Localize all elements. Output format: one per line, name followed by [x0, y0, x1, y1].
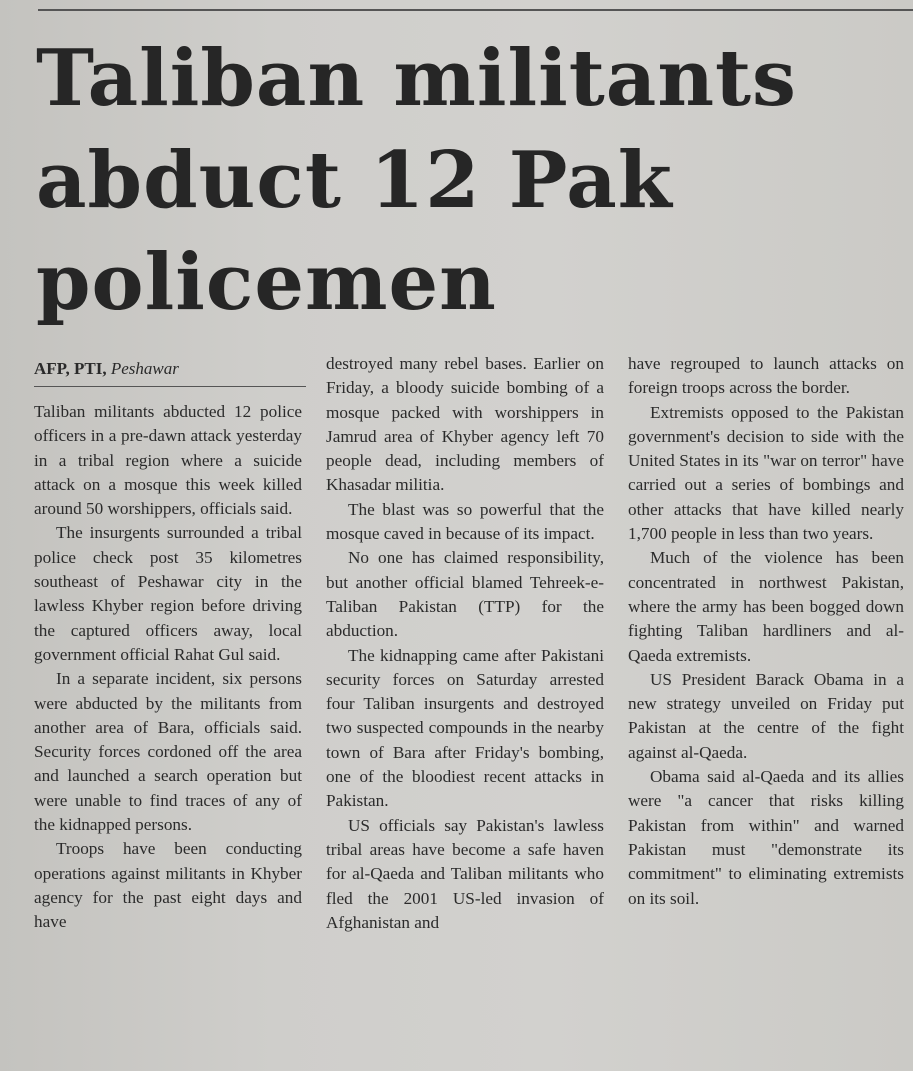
column-1 — [34, 400, 302, 935]
paragraph: In a separate incident, six persons were abducted by the militants from another area of Bara, officials said. Security forces cordoned off the area and launched a search operation but were unable to find traces of any of the kidnapped persons. — [34, 669, 302, 835]
paragraph: Extremists opposed to the Pakistan government's decision to side with the United States in its "war on terror" have carried out a series of bombings and other attacks that have killed nearly 1,700 people in less than two years. — [628, 402, 904, 544]
paragraph: Much of the violence has been concentrated in northwest Pakistan, where the army has been bogged down fighting Taliban hardliners and al-Qaeda extremists. — [628, 548, 904, 665]
byline-location: Peshawar — [110, 359, 179, 378]
paragraph: US President Barack Obama in a new strategy unveiled on Friday put Pakistan at the centre of the fight against al-Qaeda. — [628, 669, 904, 762]
paragraph: have regrouped to launch attacks on foreign troops across the border. — [628, 354, 904, 398]
column-2 — [326, 352, 604, 935]
paragraph: The blast was so powerful that the mosque caved in because of its impact. — [326, 499, 604, 544]
top-rule — [38, 9, 913, 11]
byline-agencies: AFP, PTI, — [34, 359, 107, 378]
byline — [34, 358, 306, 387]
headline-line-1: Taliban militants — [36, 33, 797, 124]
headline-line-2: abduct 12 Pak — [36, 135, 673, 226]
paragraph: Obama said al-Qaeda and its allies were "a cancer that risks killing Pakistan from within" and warned Pakistan must "demonstrate its commitment" to eliminating extremists on its soil. — [628, 767, 904, 908]
paragraph: No one has claimed responsibility, but another official blamed Tehreek-e-Taliban Pakistan (TTP) for the abduction. — [326, 548, 604, 641]
paragraph: The insurgents surrounded a tribal police check post 35 kilometres southeast of Peshawar city in the lawless Khyber region before driving the captured officers away, local government official Rahat Gul said. — [34, 523, 302, 664]
paragraph: The kidnapping came after Pakistani security forces on Saturday arrested four Taliban insurgents and destroyed two suspected compounds in the nearby town of Bara after Friday's bombing, one of the bloodiest recent attacks in Pakistan. — [326, 645, 604, 811]
column-3 — [628, 352, 904, 911]
paragraph: Taliban militants abducted 12 police officers in a pre-dawn attack yesterday in a tribal region where a suicide attack on a mosque this week killed around 50 worshippers, officials said. — [34, 402, 302, 519]
paragraph: US officials say Pakistan's lawless tribal areas have become a safe haven for al-Qaeda and Taliban militants who fled the 2001 US-led invasion of Afghanistan and — [326, 815, 604, 932]
headline — [36, 28, 896, 334]
headline-line-3: policemen — [36, 237, 497, 328]
paragraph: Troops have been conducting operations against militants in Khyber agency for the past eight days and have — [34, 839, 302, 932]
paragraph: destroyed many rebel bases. Earlier on Friday, a bloody suicide bombing of a mosque packed with worshippers in Jamrud area of Khyber agency left 70 people dead, including members of Khasadar militia. — [326, 354, 604, 495]
